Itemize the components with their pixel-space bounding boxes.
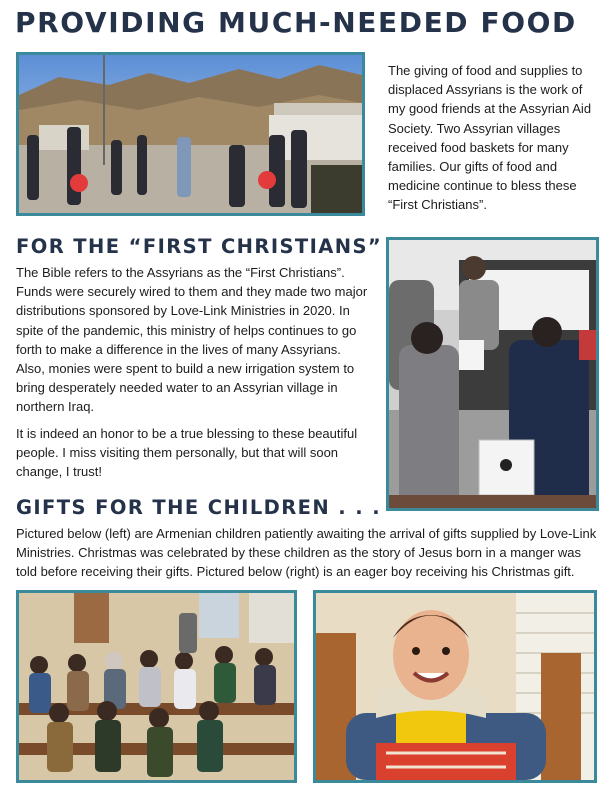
honor-paragraph: It is indeed an honor to be a true blessing to these beautiful people. I miss visiting them personally, but that will soon change, I trust! [16,426,358,480]
intro-text: The giving of food and supplies to displaced Assyrians is the work of my good friends at the Assyrian Aid Society. Two Assyrian villages received food baskets for many families. Our gifts of food and medicine continue to bless these “First Christians”. [388,63,592,213]
page-title: PROVIDING MUCH-NEEDED FOOD [15,6,577,39]
gifts-for-children-paragraph: Pictured below (left) are Armenian children patiently awaiting the arrival of gifts supplied by Love-Link Ministries. Christmas was celebrated by these children as the story of Jesus born in a manger was told before receiving their gifts. Pictured below (right) is an eager boy receiving his Christmas gift. [16,526,597,580]
boy-receiving-gift-photo [313,590,597,783]
children-waiting-photo [16,590,297,783]
first-christians-heading: FOR THE “FIRST CHRISTIANS” [16,235,383,258]
village-food-distribution-photo [16,52,365,216]
first-christians-paragraph: The Bible refers to the Assyrians as the “First Christians”. Funds were securely wired to them and they made two major distributions sponsored by Love-Link Ministries in 2020. In spite of the pandemic, this ministry of helps continues to go forth to make a difference in the lives of many Assyrians. Also, monies were spent to build a new irrigation system to bring desperately needed water to an Assyrian village in northern Iraq. [16,265,368,415]
volunteers-bucket-photo [386,237,599,511]
gifts-for-children-heading: GIFTS FOR THE CHILDREN . . . [16,496,382,519]
